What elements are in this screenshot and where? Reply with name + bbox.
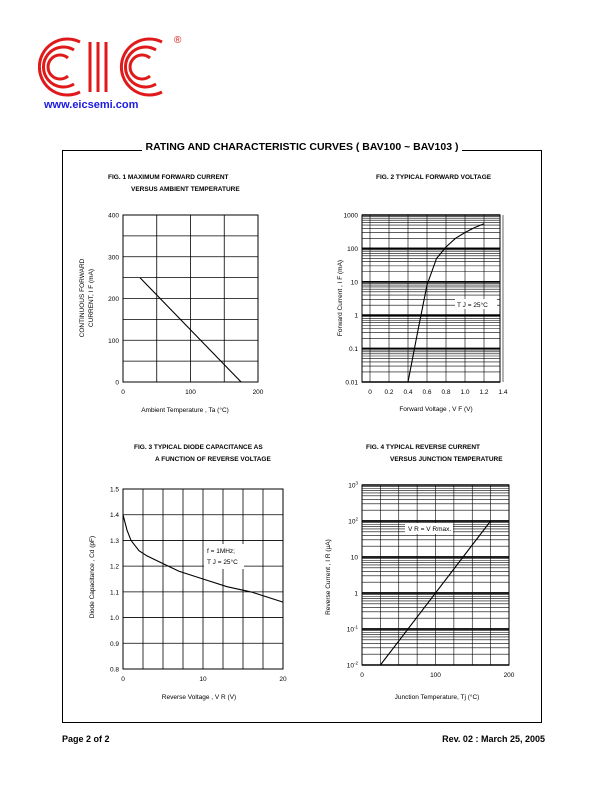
fig2-ytick-label: 1 (354, 312, 358, 320)
fig3-ytick-label: 1.4 (109, 512, 119, 520)
fig4-ytick-label: $10^2$ (348, 516, 358, 526)
page-title: RATING AND CHARACTERISTIC CURVES ( BAV100 ~ BAV103 ) (145, 141, 459, 153)
fig4-xtick-label: 200 (503, 672, 515, 679)
fig1-chart (79, 213, 264, 415)
fig1-title-line1: FIG. 1 MAXIMUM FORWARD CURRENT (108, 174, 229, 181)
fig1-ytick-label: 200 (108, 296, 119, 303)
fig1-ytick-label: 100 (108, 337, 119, 345)
registered-mark: ® (174, 35, 182, 46)
website-link[interactable]: www.eicsemi.com (44, 99, 139, 111)
fig2-ytick-label: 0.1 (348, 346, 358, 354)
fig2-xtick-label: 0 (368, 389, 372, 396)
fig1-xlabel: Ambient Temperature , Ta (°C) (141, 407, 229, 414)
fig4-ytick-label: 10 (350, 554, 358, 562)
fig2-xtick-label: 1.4 (498, 389, 508, 396)
fig2-xtick-label: 0.2 (384, 389, 394, 396)
fig3-xlabel: Reverse Voltage , V R (V) (161, 694, 237, 701)
fig4-xlabel: Junction Temperature, Tj (°C) (394, 694, 480, 701)
fig3-xtick-label: 10 (199, 676, 207, 683)
fig2-xtick-label: 0.6 (422, 389, 432, 396)
fig2-xtick-label: 1.0 (460, 389, 470, 396)
fig3-ytick-label: 0.9 (109, 640, 119, 648)
fig2-xtick-label: 1.2 (479, 389, 489, 396)
fig2-ytick-label: 10 (350, 279, 358, 287)
fig3-ytick-label: 1.3 (109, 537, 119, 545)
fig3-title-line1: FIG. 3 TYPICAL DIODE CAPACITANCE AS (134, 444, 263, 451)
fig1-ylabel-line1: CONTINUOUS FORWARD (79, 258, 86, 338)
revision-date: Rev. 02 : March 25, 2005 (442, 734, 545, 744)
fig3-title-line2: A FUNCTION OF REVERSE VOLTAGE (155, 456, 271, 463)
fig4-ytick-label: 1 (354, 590, 358, 598)
fig2-ylabel: Forward Current , I F (mA) (337, 259, 344, 337)
fig3-xtick-label: 0 (121, 676, 125, 683)
fig4-xtick-label: 100 (430, 672, 441, 679)
fig4-annotation: V R = V Rmax. (408, 526, 452, 533)
fig3-ytick-label: 0.8 (109, 666, 119, 674)
fig1-ytick-label: 300 (108, 254, 119, 262)
fig1-ytick-label: 400 (108, 212, 119, 220)
fig3-annotation-line1: f = 1MHz; (207, 548, 235, 555)
fig4-ylabel: Reverse Current , I R (µA) (325, 539, 332, 615)
fig1-xtick-label: 0 (121, 389, 125, 396)
fig2-xtick-label: 0.4 (403, 389, 413, 396)
fig2-title-line1: FIG. 2 TYPICAL FORWARD VOLTAGE (376, 174, 492, 181)
fig3-xtick-label: 20 (279, 676, 287, 683)
fig3-ytick-label: 1.2 (109, 563, 119, 571)
fig2-ytick-label: 0.01 (345, 379, 358, 387)
fig4-ytick-label: $10^3$ (348, 480, 358, 490)
fig3-ytick-label: 1.1 (109, 589, 119, 597)
fig2-plot-frame (362, 215, 500, 382)
fig1-ylabel-line2: CURRENT, I F (mA) (88, 268, 95, 328)
fig2-xtick-label: 0.8 (441, 389, 451, 396)
fig1-title-line2: VERSUS AMBIENT TEMPERATURE (131, 186, 240, 193)
fig4-title-line1: FIG. 4 TYPICAL REVERSE CURRENT (366, 444, 481, 451)
fig2-annotation: T J = 25°C (457, 302, 488, 309)
fig2-xlabel: Forward Voltage , V F (V) (399, 406, 473, 413)
fig2-ytick-label: 100 (347, 245, 358, 253)
fig2-chart (337, 213, 508, 414)
fig3-chart (89, 487, 287, 702)
page-number: Page 2 of 2 (62, 734, 110, 744)
fig4-xtick-label: 0 (360, 672, 364, 679)
fig4-title-line2: VERSUS JUNCTION TEMPERATURE (390, 456, 503, 463)
fig4-ytick-label: $10^{-2}$ (346, 660, 358, 670)
fig3-annotation-line2: T J = 25°C (207, 559, 238, 566)
fig3-ytick-label: 1.5 (109, 486, 119, 494)
fig2-ytick-label: 1000 (343, 212, 358, 220)
fig1-xtick-label: 200 (252, 389, 264, 396)
fig4-chart (325, 481, 515, 702)
fig3-ylabel: Diode Capacitance , Cd (pF) (89, 535, 96, 619)
fig1-ytick-label: 0 (115, 379, 119, 387)
fig4-ytick-label: $10^{-1}$ (346, 624, 358, 634)
fig3-ytick-label: 1.0 (109, 615, 119, 623)
fig1-xtick-label: 100 (185, 389, 196, 396)
